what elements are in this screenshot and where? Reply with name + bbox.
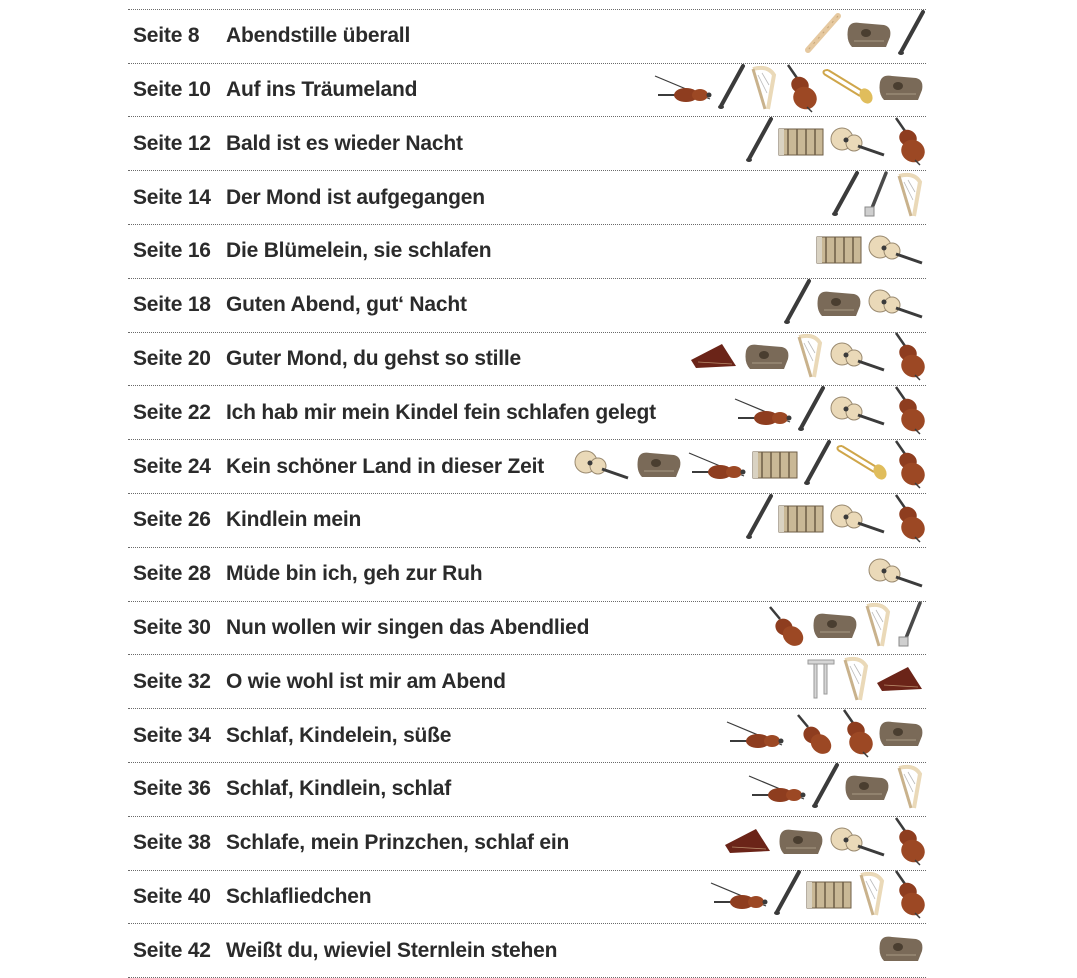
cello-icon [890,331,926,386]
guitar-icon [828,819,888,868]
song-title: Guter Mond, du gehst so stille [226,346,522,370]
toc-row [128,386,926,440]
clarinet-icon [810,763,840,816]
guitar-icon [828,496,888,545]
song-title: O wie wohl ist mir am Abend [226,669,506,693]
accordion-icon [814,231,864,272]
cello-icon [890,493,926,548]
toc-row [128,871,926,925]
zither-icon [876,716,926,755]
page-number: Seite 10 [133,77,211,101]
instrument-icons [876,926,926,975]
instrument-icons [814,227,926,276]
toc-row [128,924,926,978]
harp-icon [862,600,894,655]
viola-icon [760,603,808,652]
clarinet-icon [802,440,832,493]
instrument-icons [782,281,926,330]
instrument-icons [802,12,926,61]
instrument-icons [732,388,926,437]
toc-row [128,494,926,548]
violin-icon [746,767,808,812]
accordion-icon [750,446,800,487]
song-title: Guten Abend, gut‘ Nacht [226,293,467,317]
page-number: Seite 20 [133,346,211,370]
instrument-icons [746,765,926,814]
instrument-icons [830,173,926,222]
page-number: Seite 32 [133,669,211,693]
toc-row [128,10,926,64]
violin-icon [652,67,714,112]
page-number: Seite 34 [133,723,211,747]
glockenspiel-icon [804,656,838,707]
zither-icon [876,70,926,109]
accordion-icon [776,500,826,541]
table-of-contents [128,0,926,978]
zither-icon [776,824,826,863]
harp-icon [794,331,826,386]
page-number: Seite 36 [133,777,211,801]
page-number: Seite 40 [133,884,211,908]
instrument-icons [688,335,926,384]
clarinet-icon [796,386,826,439]
toc-row [128,440,926,494]
clarinet-icon [830,171,860,224]
song-title: Nun wollen wir singen das Abendlied [226,615,590,639]
toc-row [128,225,926,279]
page-number: Seite 14 [133,185,211,209]
clarinet-icon [744,494,774,547]
page-number: Seite 26 [133,508,211,532]
page-number: Seite 28 [133,562,211,586]
instrument-icons [744,496,926,545]
page-number: Seite 38 [133,831,211,855]
page-number: Seite 30 [133,615,211,639]
violin-icon [724,713,786,758]
trombone-icon [820,66,874,115]
guitar-icon [828,388,888,437]
toc-row [128,117,926,171]
instrument-icons [722,819,926,868]
bassoon-icon [862,171,892,224]
toc-row [128,548,926,602]
song-title: Der Mond ist aufgegangen [226,185,485,209]
page-number: Seite 12 [133,131,211,155]
toc-row [128,763,926,817]
toc-row [128,171,926,225]
trombone-icon [834,442,888,491]
page-number: Seite 22 [133,400,211,424]
toc-row [128,279,926,333]
zither-icon [634,447,684,486]
instrument-icons [724,711,926,760]
toc-row [128,655,926,709]
harp-icon [840,654,872,709]
zither-icon [844,17,894,56]
instrument-icons [760,604,926,653]
cello-icon [890,439,926,494]
page-number: Seite 16 [133,239,211,263]
song-title: Müde bin ich, geh zur Ruh [226,562,483,586]
instrument-icons [804,657,926,706]
page-number: Seite 8 [133,24,200,48]
psaltery-icon [722,823,774,864]
clarinet-icon [716,64,746,117]
guitar-icon [572,442,632,491]
toc-row [128,333,926,387]
zither-icon [742,339,792,378]
toc-row [128,817,926,871]
song-title: Kein schöner Land in dieser Zeit [226,454,545,478]
toc-row [128,709,926,763]
page-number: Seite 24 [133,454,211,478]
instrument-icons [872,0,926,7]
cello-icon [890,116,926,171]
cello-icon [782,63,818,118]
zither-icon [814,286,864,325]
page-number: Seite 18 [133,293,211,317]
trombone-icon [872,0,926,7]
accordion-icon [776,123,826,164]
song-title: Schlaf, Kindelein, süße [226,723,452,747]
harp-icon [894,762,926,817]
psaltery-icon [874,661,926,702]
guitar-icon [828,119,888,168]
violin-icon [708,874,770,919]
song-title: Auf ins Träumeland [226,77,418,101]
clarinet-icon [896,10,926,63]
clarinet-icon [772,870,802,923]
song-title: Bald ist es wieder Nacht [226,131,463,155]
instrument-icons [708,873,926,922]
cello-icon [890,869,926,924]
psaltery-icon [688,338,740,379]
zither-icon [842,770,892,809]
guitar-icon [866,550,926,599]
song-title: Ich hab mir mein Kindel fein schlafen gelegt [226,400,656,424]
cello-icon [838,708,874,763]
violin-icon [732,390,794,435]
cello-icon [890,385,926,440]
song-title: Schlaf, Kindlein, schlaf [226,777,452,801]
zither-icon [876,931,926,970]
guitar-icon [828,334,888,383]
clarinet-icon [744,117,774,170]
clarinet-icon [782,279,812,332]
harp-icon [894,170,926,225]
toc-row [128,602,926,656]
instrument-icons [652,66,926,115]
bassoon-icon [896,601,926,654]
instrument-icons [572,442,926,491]
song-title: Schlafe, mein Prinzchen, schlaf ein [226,831,570,855]
page-number: Seite 42 [133,938,211,962]
cello-icon [890,816,926,871]
viola-icon [788,711,836,760]
guitar-icon [866,227,926,276]
song-title: Schlafliedchen [226,884,372,908]
accordion-icon [804,876,854,917]
violin-icon [686,444,748,489]
instrument-icons [866,550,926,599]
harp-icon [748,63,780,118]
harp-icon [856,869,888,924]
song-title: Die Blümelein, sie schlafen [226,239,492,263]
zither-icon [810,608,860,647]
song-title: Abendstille überall [226,24,411,48]
instrument-icons [744,119,926,168]
song-title: Kindlein mein [226,508,362,532]
toc-row [128,64,926,118]
toc-row [128,0,926,10]
guitar-icon [866,281,926,330]
song-title: Weißt du, wieviel Sternlein stehen [226,938,558,962]
recorder-icon [802,12,842,61]
